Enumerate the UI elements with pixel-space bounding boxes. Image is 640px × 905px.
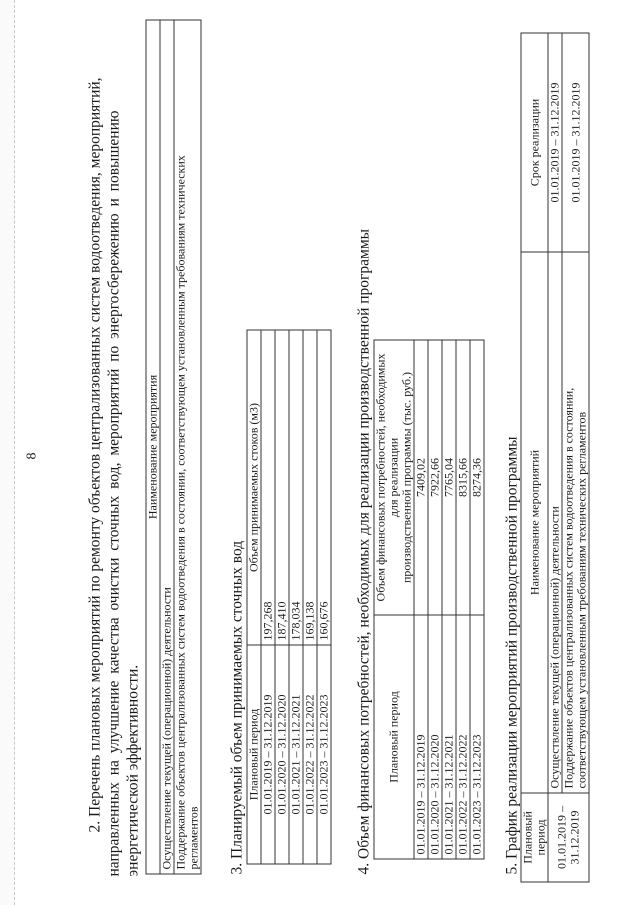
value-cell: 160,676 [317, 330, 331, 645]
schedule-period-line2: 31.12.2019 [567, 810, 582, 865]
period-cell: 01.01.2020 – 31.12.2020 [275, 645, 289, 864]
period-cell: 01.01.2023 – 31.12.2023 [470, 615, 484, 859]
schedule-name-cell: Осуществление текущей (операционной) деятельности [548, 252, 562, 793]
value-cell: 169,138 [303, 330, 317, 645]
table-row [442, 340, 456, 859]
table-row [317, 330, 331, 864]
finance-col-value [374, 340, 414, 615]
section4-heading: 4. Объем финансовых потребностей, необходимых для реализации производственной программы [355, 228, 373, 875]
rotated-page [1, 0, 640, 905]
section3-heading: 3. Планируемый объем принимаемых сточных вод [228, 540, 246, 875]
measures-header: Наименование мероприятия [146, 20, 160, 874]
schedule-period-cell [548, 793, 589, 882]
value-cell: 8315,66 [456, 340, 470, 615]
table-row [414, 340, 428, 859]
section5-heading: 5. График реализации мероприятий производственной программы [503, 436, 521, 875]
value-cell: 187,410 [275, 330, 289, 645]
table-row [275, 330, 289, 864]
page-number: 8 [24, 452, 40, 460]
finance-col-period: Плановый период [374, 615, 414, 859]
table-row [289, 330, 303, 864]
finance-col-value-line2: производственной программы (тыс. руб.) [399, 371, 414, 584]
section2-heading-line2: направленных на улучшение качества очистки сточных вод, мероприятий по энергосбережению и повышению [105, 110, 123, 877]
table-row [548, 33, 562, 882]
section2-heading-line3: энергетической эффективности. [124, 664, 142, 877]
measure-row-line1: Поддержание объектов централизованных систем водоотведения в состоянии, соответствующем установленным требованиям технических [173, 155, 188, 870]
period-cell: 01.01.2021 – 31.12.2021 [442, 615, 456, 859]
measures-table [146, 20, 202, 875]
period-cell: 01.01.2020 – 31.12.2020 [428, 615, 442, 859]
measure-row-line2: регламентов [186, 806, 201, 870]
value-cell: 8274,36 [470, 340, 484, 615]
schedule-col-deadline: Срок реализации [521, 33, 548, 252]
value-cell: 7765,04 [442, 340, 456, 615]
schedule-name-cell [562, 252, 589, 793]
value-cell: 7409,02 [414, 340, 428, 615]
volume-table [247, 330, 332, 865]
schedule-col-name: Наименование мероприятий [521, 252, 548, 793]
finance-table [374, 340, 485, 860]
schedule-table [521, 33, 590, 883]
period-cell: 01.01.2019 – 31.12.2019 [261, 645, 275, 864]
period-cell: 01.01.2023 – 31.12.2023 [317, 645, 331, 864]
value-cell: 197,268 [261, 330, 275, 645]
period-cell: 01.01.2021 – 31.12.2021 [289, 645, 303, 864]
volume-col-period: Плановый период [247, 645, 261, 864]
table-row [470, 340, 484, 859]
finance-col-value-line1: Объем финансовых потребностей, необходимых для реализации [373, 353, 401, 602]
table-row [456, 340, 470, 859]
schedule-name-line1: Поддержание объектов централизованных систем водоотведения в состоянии, [561, 387, 576, 789]
value-cell: 178,034 [289, 330, 303, 645]
schedule-deadline-cell: 01.01.2019 – 31.12.2019 [548, 33, 562, 252]
period-cell: 01.01.2022 – 31.12.2022 [303, 645, 317, 864]
section2-heading-line1: 2. Перечень плановых мероприятий по ремонту объектов централизованных систем водоотведения, мероприятий, [86, 77, 104, 833]
schedule-col-period: Плановый период [521, 793, 548, 882]
volume-col-value: Объем принимаемых стоков (м3) [247, 330, 261, 645]
table-row [303, 330, 317, 864]
period-cell: 01.01.2019 – 31.12.2019 [414, 615, 428, 859]
schedule-deadline-cell: 01.01.2019 – 31.12.2019 [562, 33, 589, 252]
schedule-name-line2: соответствующем установленным требованиям технических регламентов [574, 411, 589, 789]
table-row [562, 33, 589, 882]
measure-row: Осуществление текущей (операционной) деятельности [160, 20, 174, 874]
schedule-period-line1: 01.01.2019 – [554, 806, 569, 869]
table-row [428, 340, 442, 859]
measure-row [174, 20, 201, 874]
value-cell: 7922,66 [428, 340, 442, 615]
period-cell: 01.01.2022 – 31.12.2022 [456, 615, 470, 859]
table-row [261, 330, 275, 864]
